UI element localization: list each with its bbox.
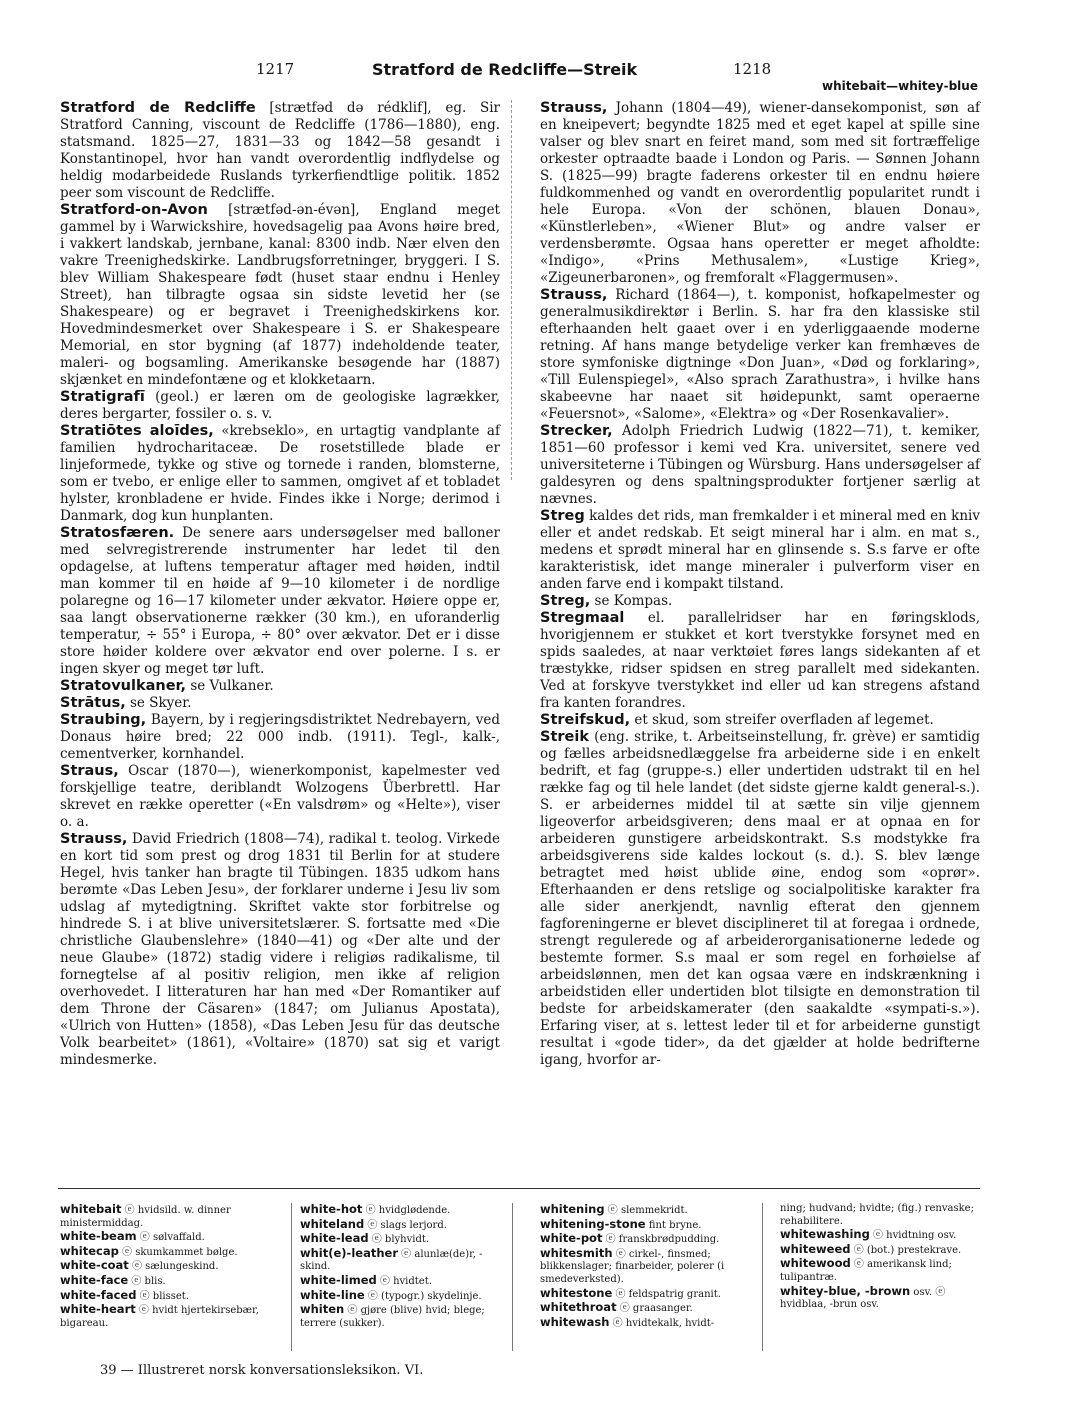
entry-text: ⓔ skumkammet bølge. [118, 1246, 238, 1258]
left-text-column [60, 100, 500, 1069]
glossary-entry [780, 1285, 980, 1312]
entry-headword: white-line [300, 1287, 365, 1302]
glossary-entry [60, 1230, 260, 1245]
entry-text: el. parallelridser har en føringsklods, hvorigjennem er stukket et kort tverstykke forsynet med en spids saaledes, at naar verktøiet føres langs sidekanten af et træstykke, ridser spidsen en streg parallelt med sidekanten. Ved at forskyve tverstykket ind eller ud kan stregens afstand fra kanten forandres. [540, 610, 980, 711]
glossary-entry [300, 1274, 500, 1289]
entry-text: ⓔ graasanger. [616, 1303, 693, 1315]
encyclopedia-entry [540, 287, 980, 423]
glossary-entry [540, 1301, 740, 1316]
entry-text: Johann (1804—49), wiener-dansekomponist, søn af en kneipevert; begyndte 1825 med et eget kapel at spille sine valser og blev snart en feiret mand, som med sit fortræffelige orkester optraadte baade i London og Paris. — Sønnen Johann S. (1825—99) bragte faderens orkester til en endnu høiere fuldkommenhed og vandt en overordentlig popularitet rundt i hele Europa. «Von der schönen, blauen Donau», «Künstlerleben», «Wiener Blut» og andre valser er verdensberømte. Ogsaa hans operetter er meget afholdte: «Indigo», «Prins Methusalem», «Lustige Krieg», «Zigeunerbaronen», og fremforalt «Flaggermusen». [540, 100, 980, 286]
entry-text: ⓔ cirkel-, finsmed; blikkenslager; finarbeider, polerer (i smedeverksted). [540, 1248, 725, 1285]
glossary-separator [762, 1203, 763, 1351]
entry-headword: Strecker, [540, 423, 613, 439]
encyclopedia-entry [540, 423, 980, 508]
entry-text: ⓔ hvidglødende. [362, 1205, 451, 1216]
entry-text: ⓔ hvidtekalk, hvidt- [609, 1317, 715, 1329]
glossary-divider [58, 1188, 980, 1189]
encyclopedia-entry [540, 610, 980, 712]
entry-headword: whitesmith [540, 1245, 613, 1260]
encyclopedia-entry [540, 712, 980, 729]
entry-text: (geol.) er læren om de geologiske lagrækker, deres bergarter, fossiler o. s. v. [60, 389, 500, 422]
glossary-entry [540, 1247, 740, 1287]
entry-headword: whitestone [540, 1285, 613, 1300]
encyclopedia-entry [60, 763, 500, 831]
entry-headword: whitebait [60, 1202, 122, 1216]
entry-headword: whitethroat [540, 1300, 617, 1315]
glossary-entry [60, 1245, 260, 1260]
entry-text: «krebseklo», en urtagtig vandplante af familien hydrocharitaceæ. De rosetstillede blade er linjeformede, tykke og stive og tornede i randen, blomsterne, som er tvebo, er enlige eller to sammen, omgivet af et tobladet hylster, kronbladene er hvide. Findes ikke i Norge; derimod i Danmark, dog kun hunplanten. [60, 423, 500, 524]
entry-headword: whiteland [300, 1216, 365, 1231]
encyclopedia-entry [60, 389, 500, 423]
entry-text: Oscar (1870—), wienerkomponist, kapelmester ved forskjellige teatre, deriblandt Wolzogens Überbrettl. Har skrevet en række operetter («En valsdrøm» og «Helte»), viser o. a. [60, 763, 500, 830]
entry-text: ⓔ (bot.) prestekrave. [850, 1244, 962, 1256]
glossary-entry [300, 1203, 500, 1218]
column-divider [511, 100, 512, 480]
entry-headword: Streg, [540, 593, 591, 609]
glossary-entry [540, 1316, 740, 1331]
entry-headword: Stratovulkaner, [60, 678, 187, 694]
entry-headword: white-faced [60, 1287, 137, 1302]
page-number-left: 1217 [256, 60, 295, 78]
entry-text: et skud, som streifer overfladen af legemet. [630, 712, 934, 728]
entry-headword: Strātus, [60, 695, 126, 711]
entry-headword: white-limed [300, 1272, 377, 1287]
entry-text: ⓔ slags lerjord. [364, 1219, 447, 1231]
entry-headword: whit(e)-leather [300, 1245, 398, 1260]
entry-headword: white-beam [60, 1229, 137, 1244]
entry-headword: whitening-stone [540, 1216, 646, 1231]
entry-text: se Vulkaner. [186, 678, 274, 694]
entry-headword: whitecap [60, 1243, 119, 1258]
encyclopedia-entry [60, 678, 500, 695]
encyclopedia-entry [540, 508, 980, 593]
entry-text: ⓔ hvidtning osv. [869, 1230, 957, 1242]
entry-headword: whiten [300, 1302, 345, 1317]
entry-headword: white-pot [540, 1231, 603, 1246]
entry-headword: Straubing, [60, 712, 147, 728]
entry-text: ning; hudvand; hvidte; (fig.) renvaske; rehabilitere. [780, 1203, 974, 1227]
entry-text: ⓔ feldspatrig granit. [612, 1288, 721, 1300]
entry-text: ⓔ franskbrødpudding. [602, 1234, 720, 1246]
entry-text: ⓔ (typogr.) skydelinje. [364, 1290, 482, 1302]
glossary-entry [780, 1228, 980, 1243]
glossary-column-1 [60, 1203, 260, 1330]
entry-headword: white-face [60, 1272, 129, 1287]
running-header-title: Stratford de Redcliffe—Streik [372, 60, 638, 79]
encyclopedia-entry [60, 831, 500, 1069]
glossary-entry [540, 1218, 740, 1233]
entry-text: (eng. strike, t. Arbeitseinstellung, fr. grève) er samtidig og fælles arbeidsnedlæggelse fra arbeiderne side i en enkelt bedrift, et fag (gruppe-s.) eller undertiden udstrakt til en hel række fag og til hele landet (det sidste gjerne kaldt general-s.). S. er arbeidernes middel til at sætte sin vilje gjennem ligeoverfor arbeidsgiveren; dens maal er at opnaa en for arbeideren gunstigere arbeidskontrakt. S.s modstykke fra arbeidsgiverens side kaldes lockout (s. d.). S. blev længe betragtet med høist ublide øine, endog som «oprør». Efterhaanden er dens retslige og socialpolitiske karakter fra alle sider anerkjendt, navnlig efterat den gjennem fagforeningerne er blevet disciplineret til at foregaa i ordnede, strengt regulerede og af arbeiderorganisationerne ledede og bestemte former. S.s maal er som regel en forhøielse af arbeidslønnen, men det kan ogsaa være en indskrænkning i arbeidstiden eller undertiden blot tilsigte en demonstration til bedste for arbeidskamerater (den saakaldte «sympati-s.»). Erfaring viser, at s. lettest leder til et for arbeiderne gunstigt resultat i «gode tider», da det gjælder at holde bedrifterne igang, hvorfor ar- [540, 729, 980, 1068]
entry-headword: Strauss, [60, 831, 128, 847]
entry-text: ⓔ hvidtet. [376, 1275, 432, 1287]
entry-headword: white-hot [300, 1202, 363, 1216]
entry-text: ⓔ hvidsild. w. dinner ministermiddag. [60, 1205, 231, 1229]
entry-headword: white-heart [60, 1302, 136, 1317]
glossary-entry [60, 1259, 260, 1274]
encyclopedia-entry [60, 202, 500, 389]
entry-text: fint bryne. [645, 1219, 702, 1231]
page-footer: 39 — Illustreret norsk konversationsleksikon. VI. [100, 1363, 424, 1378]
entry-text: Bayern, by i regjeringsdistriktet Nedrebayern, ved Donaus høire bred; 22 000 indb. (1911). Tegl-, kalk-, cementverker, kornhandel. [60, 712, 500, 762]
glossary-column-2 [300, 1203, 500, 1330]
entry-text: De senere aars undersøgelser med balloner med selvregistrerende instrumenter har ledet til den opdagelse, at luftens temperatur aftager med høiden, indtil man kommer til en høide af 9—10 kilometer i de nordlige polaregne og 16—17 kilometer under ækvator. Høiere oppe er, saa langt observationerne rækker (30 km.), en uforanderlig temperatur, ÷ 55° i Europa, ÷ 80° over ækvator. Det er i disse store høider koldere over ækvator end over polerne. I s. er ingen skyer og meget tør luft. [60, 525, 500, 677]
entry-headword: Stregmaal [540, 610, 625, 626]
encyclopedia-entry [540, 100, 980, 287]
entry-text: Adolph Friedrich Ludwig (1822—71), t. kemiker, 1851—60 professor i kemi ved Kra. universitet, senere ved universiteterne i Tübingen og Würsburg. Hans undersøgelser af galdesyren og dens spaltningsprodukter fortjener særlig at nævnes. [540, 423, 980, 507]
entry-headword: Stratford-on-Avon [60, 202, 208, 218]
entry-headword: Stratosfæren. [60, 525, 175, 541]
glossary-entry [780, 1257, 980, 1284]
entry-headword: Strauss, [540, 100, 608, 116]
entry-headword: Stratford de Redcliffe [60, 100, 256, 116]
entry-text: ⓔ alunlæ(de)r, -skind. [300, 1248, 483, 1273]
entry-text: ⓔ hvidt hjertekirsebær, bigareau. [60, 1305, 259, 1329]
glossary-entry [300, 1289, 500, 1304]
glossary-entry [780, 1243, 980, 1258]
entry-text: ⓔ blyhvidt. [368, 1234, 430, 1246]
glossary-entry [60, 1303, 260, 1330]
entry-headword: whitey-blue, -brown [780, 1283, 911, 1298]
entry-headword: Stratigrafī [60, 389, 145, 405]
entry-text: se Skyer. [125, 695, 192, 711]
entry-headword: Streg [540, 508, 585, 524]
glossary-separator [512, 1203, 513, 1351]
encyclopedia-entry [60, 100, 500, 202]
entry-headword: Stratiōtes aloīdes, [60, 423, 214, 439]
glossary-entry [300, 1303, 500, 1330]
entry-headword: whitewashing [780, 1227, 870, 1242]
guide-words: whitebait—whitey-blue [822, 79, 978, 93]
glossary-entry [300, 1232, 500, 1247]
entry-text: ⓔ sølvaffald. [136, 1232, 205, 1244]
entry-headword: whiteweed [780, 1241, 851, 1256]
glossary-entry [540, 1203, 740, 1218]
entry-headword: whitewash [540, 1314, 610, 1329]
entry-text: ⓔ slemmekridt. [604, 1205, 688, 1216]
entry-headword: white-coat [60, 1258, 129, 1273]
entry-headword: Streifskud, [540, 712, 631, 728]
entry-text: ⓔ gjøre (blive) hvid; blege; terrere (sukker). [300, 1305, 485, 1329]
glossary-entry [60, 1203, 260, 1230]
encyclopedia-entry [60, 525, 500, 678]
entry-text: [strætfəd-ən-évən], England meget gammel by i Warwickshire, hovedsagelig paa Avons høire bred, i vakkert landskab, jernbane, kanal: 8300 indb. Nær elven den vakre Treenighedskirke. Landbrugsforretninger, bryggeri. I S. blev William Shakespeare født (huset staar endnu i Henley Street), han tilbragte ogsaa sin sidste levetid her (se Shakespeare) og er begravet i Treenighedskirkens kor. Hovedmindesmerket over Shakespeare i S. er Shakespeare Memorial, en stor bygning (af 1877) indeholdende teater, maleri- og bogsamling. Amerikanske besøgende har (1887) skjænket en mindefontæne og et klokketaarn. [60, 202, 500, 388]
entry-text: ⓔ sælungeskind. [128, 1261, 219, 1273]
page-number-right: 1218 [733, 60, 772, 78]
entry-headword: whitening [540, 1202, 605, 1216]
encyclopedia-entry [60, 695, 500, 712]
encyclopedia-entry [60, 712, 500, 763]
entry-text: kaldes det rids, man fremkalder i et mineral med en kniv eller et andet redskab. Et seigt mineral har i alm. en mat s., medens et sprødt mineral har en glinsende s. S.s farve er ofte karakteristisk, idet mange mineraler i pulverform viser en anden farve end i kompakt tilstand. [540, 508, 980, 592]
entry-text: ⓔ blisset. [136, 1290, 189, 1302]
entry-text: [strætfəd də rédklif], eg. Sir Stratford Canning, viscount de Redcliffe (1786—1880), eng. statsmand. 1825—27, 1831—33 og 1842—58 gesandt i Konstantinopel, hvor han vandt overordentlig indflydelse og heldig modarbeidede Ruslands tyrkerfiendtlige politik. 1852 peer som viscount de Redcliffe. [60, 100, 500, 201]
glossary-entry [60, 1274, 260, 1289]
glossary-column-3 [540, 1203, 740, 1330]
glossary-entry [60, 1289, 260, 1304]
glossary-entry [300, 1247, 500, 1274]
entry-text: ⓔ amerikansk lind; tulipantræ. [780, 1259, 952, 1283]
entry-headword: white-lead [300, 1231, 369, 1246]
encyclopedia-entry [540, 593, 980, 610]
entry-headword: Straus, [60, 763, 119, 779]
glossary-entry [300, 1218, 500, 1233]
glossary-entry [540, 1287, 740, 1302]
encyclopedia-entry [60, 423, 500, 525]
entry-headword: whitewood [780, 1256, 851, 1271]
entry-text: David Friedrich (1808—74), radikal t. teolog. Virkede en kort tid som prest og drog 1831 til Berlin for at studere Hegel, hvis tanker han bragte til Tübingen. 1835 udkom hans berømte «Das Leben Jesu», der forklarer underne i Jesu liv som udslag af mytedigtning. Skriftet vakte stor forbitrelse og hindrede S. i at blive universitetslærer. S. fortsatte med «Die christliche Glaubenslehre» (1840—41) og «Der alte und der neue Glaube» (1872) stadig videre i religiøs radikalisme, til fornegtelse af al positiv religion, men ikke af religion overhovedet. I litteraturen har han med «Der Romantiker auf dem Throne der Cäsaren» (1847; om Julianus Apostata), «Ulrich von Hutten» (1858), «Das Leben Jesu für das deutsche Volk bearbeitet» (1861), «Voltaire» (1870) sat sig et varigt mindesmerke. [60, 831, 500, 1068]
glossary-separator [291, 1203, 292, 1351]
entry-text: osv. ⓔ hvidblaa, -brun osv. [780, 1286, 946, 1311]
glossary-entry [540, 1232, 740, 1247]
glossary-entry [780, 1203, 980, 1228]
entry-headword: Strauss, [540, 287, 608, 303]
glossary-column-4 [780, 1203, 980, 1312]
encyclopedia-entry [540, 729, 980, 1069]
entry-text: Richard (1864—), t. komponist, hofkapelmester og generalmusikdirektør i Berlin. S. har fra den klassiske stil efterhaanden helt gaaet over i en yderliggaaende moderne retning. Af hans mange betydelige verker kan fremhæves de store symfoniske digtninge «Don Juan», «Død og forklaring», «Till Eulenspiegel», «Also sprach Zarathustra», i hvilke hans skabeevne har naaet sit høidepunkt, samt operaerne «Feuersnot», «Salome», «Elektra» og «Der Rosenkavalier». [540, 287, 980, 422]
entry-text: se Kompas. [590, 593, 673, 609]
entry-text: ⓔ blis. [128, 1275, 166, 1287]
right-text-column [540, 100, 980, 1069]
entry-headword: Streik [540, 729, 589, 745]
